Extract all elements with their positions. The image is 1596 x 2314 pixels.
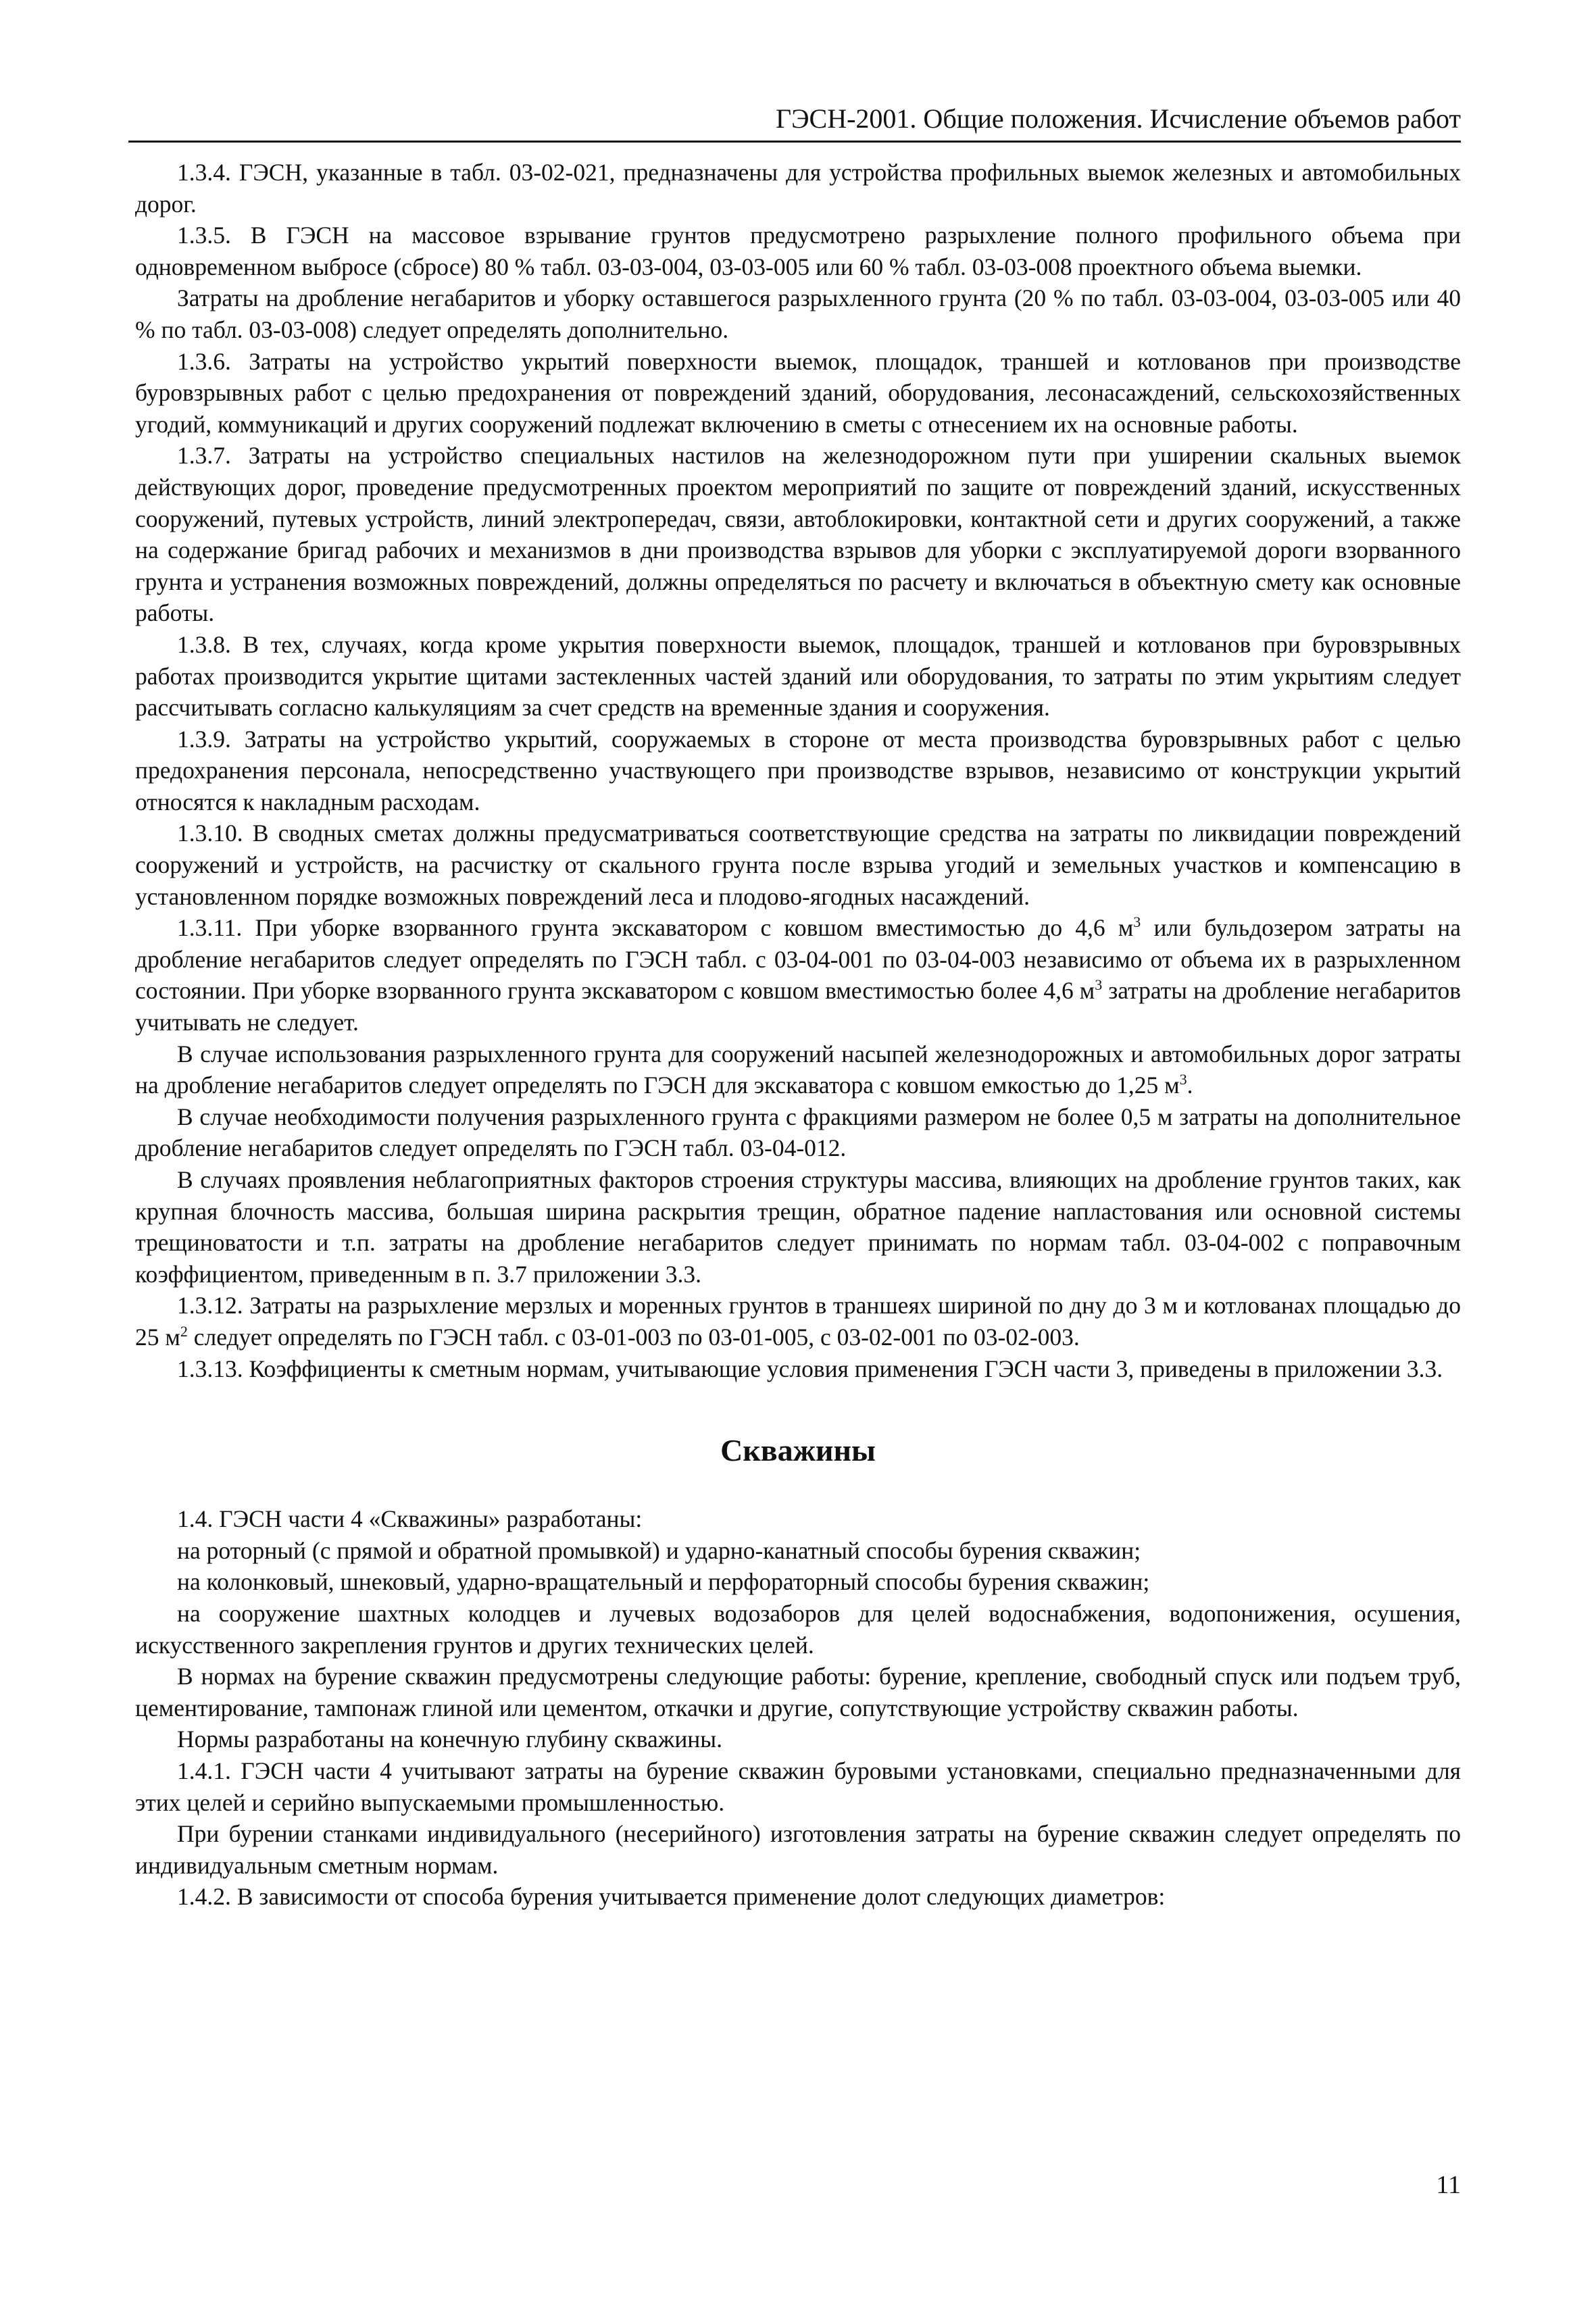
paragraph-1-3-8: 1.3.8. В тех, случаях, когда кроме укрытия поверхности выемок, площадок, траншей и котлованов при буровзрывных работах производится укрытие щитами застекленных частей зданий или оборудования, то затраты по этим укрытиям следует рассчитывать согласно калькуляциям за счет средств на временные здания и сооружения.	[135, 630, 1461, 722]
paragraph-text: 1.3.11. При уборке взорванного грунта экскаватором с ковшом вместимостью до 4,6 м	[177, 914, 1134, 942]
paragraph-embankment-case	[135, 1038, 1461, 1101]
paragraph-text: следует определять по ГЭСН табл. с 03-01-003 по 03-01-005, с 03-02-001 по 03-02-003.	[187, 1323, 1080, 1351]
paragraph-fragmentation-costs: Затраты на дробление негабаритов и уборку оставшегося разрыхленного грунта (20 % по табл. 03-03-004, 03-03-005 или 40 % по табл. 03-03-008) следует определять дополнительно.	[135, 284, 1461, 343]
list-item-rotary-drilling: на роторный (с прямой и обратной промывкой) и ударно-канатный способы бурения скважин;	[177, 1536, 1141, 1564]
superscript: 2	[180, 1323, 188, 1340]
paragraph-1-3-13: 1.3.13. Коэффициенты к сметным нормам, учитывающие условия применения ГЭСН части 3, приведены в приложении 3.3.	[177, 1355, 1443, 1382]
superscript: 3	[1179, 1071, 1187, 1088]
paragraph-1-4: 1.4. ГЭСН части 4 «Скважины» разработаны:	[177, 1505, 643, 1533]
paragraph-fraction-case: В случае необходимости получения разрыхленного грунта с фракциями размером не более 0,5 м затраты на дополнительное дробление негабаритов следует определять по ГЭСН табл. 03-04-012.	[135, 1103, 1461, 1162]
list-item-shaft-wells: на сооружение шахтных колодцев и лучевых водозаборов для целей водоснабжения, водопонижения, осушения, искусственного закрепления грунтов и других технических целей.	[135, 1599, 1461, 1659]
superscript: 3	[1133, 913, 1141, 931]
paragraph-text: .	[1187, 1072, 1193, 1099]
paragraph-text: 1.3.12. Затраты на разрыхление мерзлых и моренных грунтов в траншеях шириной по дну до 3 м и котлованах площадью до 25 м	[135, 1292, 1461, 1351]
running-header: ГЭСН-2001. Общие положения. Исчисление объемов работ	[128, 100, 1461, 143]
paragraph-final-depth: Нормы разработаны на конечную глубину скважины.	[177, 1726, 723, 1753]
section-title: Скважины	[720, 1433, 876, 1468]
paragraph-text: или бульдозером затраты на дробление негабаритов следует определять по ГЭСН табл. с 03-04-001 по 03-04-003 независимо от объема их в разрыхленном состоянии. При уборке взорванного грунта экскаватором с ковшом вместимостью более 4,6 м	[135, 914, 1461, 1005]
paragraph-1-3-11	[135, 912, 1461, 1038]
paragraph-unfavourable-factors: В случаях проявления неблагоприятных факторов строения структуры массива, влияющих на дробление грунтов таких, как крупная блочность массива, большая ширина раскрытия трещин, обратное падение напластования или основной системы трещиноватости и т.п. затраты на дробление негабаритов следует принимать по нормам табл. 03-04-002 с поправочным коэффициентом, приведенным в п. 3.7 приложении 3.3.	[135, 1166, 1461, 1288]
paragraph-1-3-6: 1.3.6. Затраты на устройство укрытий поверхности выемок, площадок, траншей и котлованов при производстве буровзрывных работ с целью предохранения от повреждений зданий, оборудования, лесонасаждений, сельскохозяйственных угодий, коммуникаций и других сооружений подлежат включению в сметы с отнесением их на основные работы.	[135, 347, 1461, 438]
paragraph-1-3-9: 1.3.9. Затраты на устройство укрытий, сооружаемых в стороне от места производства буровзрывных работ с целью предохранения персонала, непосредственно участвующего при производстве взрывов, независимо от конструкции укрытий относятся к накладным расходам.	[135, 725, 1461, 815]
paragraph-drilling-works: В нормах на бурение скважин предусмотрены следующие работы: бурение, крепление, свободный спуск или подъем труб, цементирование, тампонаж глиной или цементом, откачки и другие, сопутствующие устройству скважин работы.	[135, 1663, 1461, 1721]
paragraph-1-3-4: 1.3.4. ГЭСН, указанные в табл. 03-02-021, предназначены для устройства профильных выемок железных и автомобильных дорог.	[135, 159, 1461, 218]
page-number: 11	[1436, 2171, 1461, 2199]
paragraph-1-3-10: 1.3.10. В сводных сметах должны предусматриваться соответствующие средства на затраты по ликвидации повреждений сооружений и устройств, на расчистку от скального грунта после взрыва угодий и земельных участков и компенсацию в установленном порядке возможных повреждений леса и плодово-ягодных насаждений.	[135, 820, 1461, 910]
superscript: 3	[1095, 976, 1103, 994]
paragraph-1-3-5: 1.3.5. В ГЭСН на массовое взрывание грунтов предусмотрено разрыхление полного профильного объема при одновременном выбросе (сбросе) 80 % табл. 03-03-004, 03-03-005 или 60 % табл. 03-03-008 проектного объема выемки.	[135, 222, 1461, 280]
paragraph-text: В случае использования разрыхленного грунта для сооружений насыпей железнодорожных и автомобильных дорог затраты на дробление негабаритов следует определять по ГЭСН для экскаватора с ковшом емкостью до 1,25 м	[135, 1040, 1461, 1099]
paragraph-1-4-2: 1.4.2. В зависимости от способа бурения учитывается применение долот следующих диаметров:	[177, 1883, 1166, 1911]
list-item-core-drilling: на колонковый, шнековый, ударно-вращательный и перфораторный способы бурения скважин;	[177, 1568, 1150, 1596]
document-body	[135, 157, 1461, 1913]
paragraph-text: затраты на дробление негабаритов учитывать не следует.	[135, 977, 1461, 1036]
paragraph-1-3-12	[135, 1290, 1461, 1353]
paragraph-1-3-7: 1.3.7. Затраты на устройство специальных настилов на железнодорожном пути при уширении скальных выемок действующих дорог, проведение предусмотренных проектом мероприятий по защите от повреждений зданий, искусственных сооружений, путевых устройств, линий электропередач, связи, автоблокировки, контактной сети и других сооружений, а также на содержание бригад рабочих и механизмов в дни производства взрывов для уборки с эксплуатируемой дороги взорванного грунта и устранения возможных повреждений, должны определяться по расчету и включаться в объектную смету как основные работы.	[135, 442, 1461, 627]
paragraph-1-4-1: 1.4.1. ГЭСН части 4 учитывают затраты на бурение скважин буровыми установками, специально предназначенными для этих целей и серийно выпускаемыми промышленностью.	[135, 1757, 1461, 1816]
paragraph-custom-machines: При бурении станками индивидуального (несерийного) изготовления затраты на бурение скважин следует определять по индивидуальным сметным нормам.	[135, 1820, 1461, 1879]
